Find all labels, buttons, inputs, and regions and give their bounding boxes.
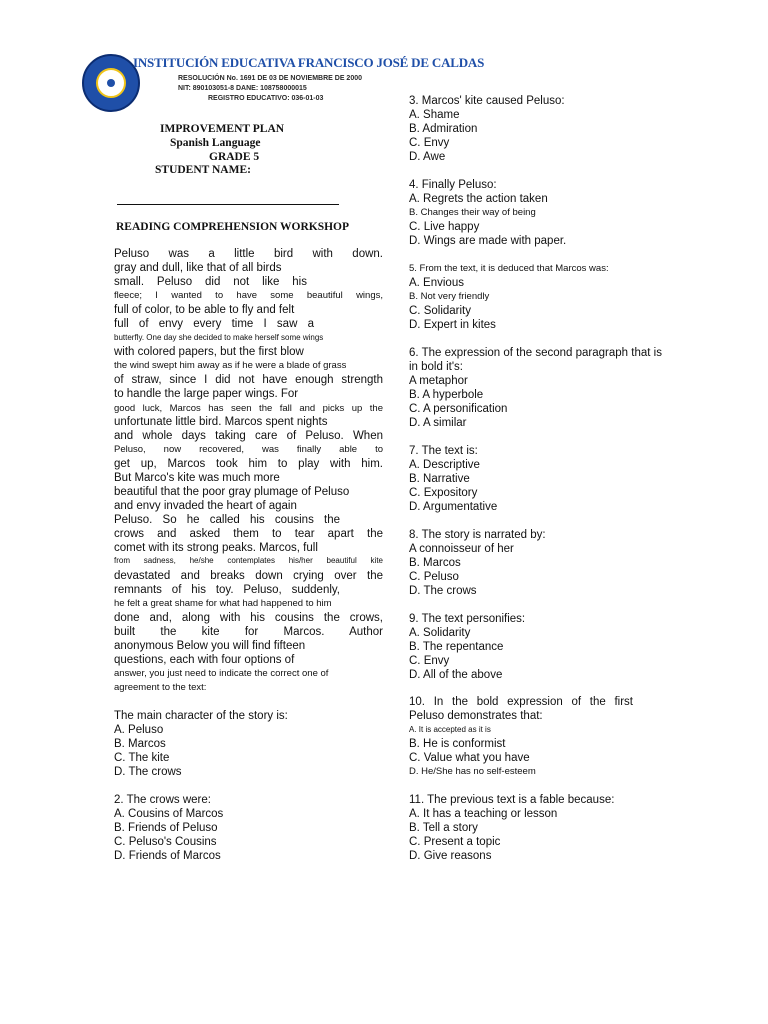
answer-option: B. Friends of Peluso <box>114 822 218 834</box>
answer-option: C. Live happy <box>409 221 480 233</box>
answer-option: A. Peluso <box>114 724 164 736</box>
reading-line: questions, each with four options of <box>114 654 295 666</box>
institution-registry: REGISTRO EDUCATIVO: 036-01-03 <box>208 95 324 102</box>
reading-line: Peluso. So he called his cousins the <box>114 514 340 526</box>
reading-line: and whole days taking care of Peluso. When <box>114 430 383 442</box>
reading-line: devastated and breaks down crying over the <box>114 570 383 582</box>
answer-option: D. Expert in kites <box>409 319 496 331</box>
answer-option: C. The kite <box>114 752 170 764</box>
reading-line: fleece; I wanted to have some beautiful wings, <box>114 290 383 301</box>
answer-option: B. Narrative <box>409 473 470 485</box>
question-text: Peluso demonstrates that: <box>409 710 543 722</box>
question-text: 10. In the bold expression of the first <box>409 696 633 708</box>
reading-line: built the kite for Marcos. Author <box>114 626 383 638</box>
question-text: 3. Marcos' kite caused Peluso: <box>409 95 565 107</box>
student-name-label: STUDENT NAME: <box>155 164 251 176</box>
answer-option: D. Awe <box>409 151 446 163</box>
answer-option: C. A personification <box>409 403 508 415</box>
answer-option: A connoisseur of her <box>409 543 514 555</box>
reading-line: from sadness, he/she contemplates his/her beautiful kite <box>114 556 383 565</box>
answer-option: A. Shame <box>409 109 460 121</box>
reading-line: of straw, since I did not have enough strength <box>114 374 383 386</box>
student-name-line <box>117 204 339 205</box>
reading-line: agreement to the text: <box>114 682 207 693</box>
question-text: in bold it's: <box>409 361 463 373</box>
answer-option: D. Friends of Marcos <box>114 850 221 862</box>
answer-option: B. A hyperbole <box>409 389 484 401</box>
reading-line: But Marco's kite was much more <box>114 472 280 484</box>
answer-option: B. Marcos <box>114 738 166 750</box>
reading-line: he felt a great shame for what had happened to him <box>114 598 332 609</box>
answer-option: B. Tell a story <box>409 822 478 834</box>
reading-line: Peluso, now recovered, was finally able to <box>114 444 383 455</box>
answer-option: D. A similar <box>409 417 467 429</box>
reading-line: Peluso was a little bird with down. <box>114 248 383 260</box>
reading-line: full of envy every time I saw a <box>114 318 314 330</box>
plan-title: IMPROVEMENT PLAN <box>160 123 285 135</box>
reading-line: gray and dull, like that of all birds <box>114 262 282 274</box>
reading-line: and envy invaded the heart of again <box>114 500 297 512</box>
grade-title: GRADE 5 <box>209 151 260 163</box>
answer-option: C. Solidarity <box>409 305 471 317</box>
reading-line: full of color, to be able to fly and felt <box>114 304 295 316</box>
answer-option: B. Changes their way of being <box>409 207 536 218</box>
answer-option: D. All of the above <box>409 669 503 681</box>
institution-nit: NIT: 890103051-8 DANE: 108758000015 <box>178 85 307 92</box>
question-text: 5. From the text, it is deduced that Marcos was: <box>409 263 609 274</box>
answer-option: B. Not very friendly <box>409 291 490 302</box>
answer-option: A metaphor <box>409 375 468 387</box>
answer-option: B. Admiration <box>409 123 478 135</box>
answer-option: C. Expository <box>409 487 478 499</box>
question-text: 9. The text personifies: <box>409 613 526 625</box>
reading-line: answer, you just need to indicate the correct one of <box>114 668 329 679</box>
answer-option: A. Regrets the action taken <box>409 193 548 205</box>
reading-line: beautiful that the poor gray plumage of Peluso <box>114 486 350 498</box>
question-text: 11. The previous text is a fable because: <box>409 794 615 806</box>
question-text: The main character of the story is: <box>114 710 288 722</box>
workshop-title: READING COMPREHENSION WORKSHOP <box>116 221 350 233</box>
reading-line: unfortunate little bird. Marcos spent nights <box>114 416 328 428</box>
reading-line: with colored papers, but the first blow <box>114 346 304 358</box>
reading-line: comet with its strong peaks. Marcos, full <box>114 542 318 554</box>
answer-option: D. The crows <box>114 766 182 778</box>
answer-option: A. Envious <box>409 277 464 289</box>
answer-option: A. Descriptive <box>409 459 480 471</box>
reading-line: the wind swept him away as if he were a blade of grass <box>114 360 347 371</box>
reading-line: butterfly. One day she decided to make herself some wings <box>114 333 324 342</box>
answer-option: C. Peluso <box>409 571 459 583</box>
answer-option: C. Envy <box>409 655 450 667</box>
answer-option: A. Cousins of Marcos <box>114 808 224 820</box>
institution-logo <box>82 54 140 112</box>
reading-line: remnants of his toy. Peluso, suddenly, <box>114 584 340 596</box>
answer-option: A. It has a teaching or lesson <box>409 808 558 820</box>
question-text: 8. The story is narrated by: <box>409 529 546 541</box>
reading-line: crows and asked them to tear apart the <box>114 528 383 540</box>
question-text: 2. The crows were: <box>114 794 211 806</box>
answer-option: B. The repentance <box>409 641 504 653</box>
institution-resolution: RESOLUCIÓN No. 1691 DE 03 DE NOVIEMBRE DE 2000 <box>178 75 362 82</box>
answer-option: D. He/She has no self-esteem <box>409 766 536 777</box>
answer-option: C. Envy <box>409 137 450 149</box>
answer-option: A. It is accepted as it is <box>409 725 491 734</box>
reading-line: small. Peluso did not like his <box>114 276 307 288</box>
reading-line: done and, along with his cousins the crows, <box>114 612 383 624</box>
answer-option: C. Present a topic <box>409 836 501 848</box>
answer-option: D. The crows <box>409 585 477 597</box>
answer-option: D. Give reasons <box>409 850 492 862</box>
answer-option: C. Value what you have <box>409 752 530 764</box>
question-text: 4. Finally Peluso: <box>409 179 497 191</box>
answer-option: B. Marcos <box>409 557 461 569</box>
subject-title: Spanish Language <box>170 137 261 149</box>
answer-option: C. Peluso's Cousins <box>114 836 217 848</box>
reading-line: to handle the large paper wings. For <box>114 388 299 400</box>
reading-line: good luck, Marcos has seen the fall and picks up the <box>114 403 383 414</box>
reading-line: anonymous Below you will find fifteen <box>114 640 306 652</box>
question-text: 6. The expression of the second paragraph that is <box>409 347 662 359</box>
answer-option: B. He is conformist <box>409 738 506 750</box>
institution-name: INSTITUCIÓN EDUCATIVA FRANCISCO JOSÉ DE CALDAS <box>133 55 485 70</box>
question-text: 7. The text is: <box>409 445 478 457</box>
answer-option: D. Wings are made with paper. <box>409 235 567 247</box>
reading-line: get up, Marcos took him to play with him. <box>114 458 383 470</box>
answer-option: A. Solidarity <box>409 627 471 639</box>
answer-option: D. Argumentative <box>409 501 498 513</box>
